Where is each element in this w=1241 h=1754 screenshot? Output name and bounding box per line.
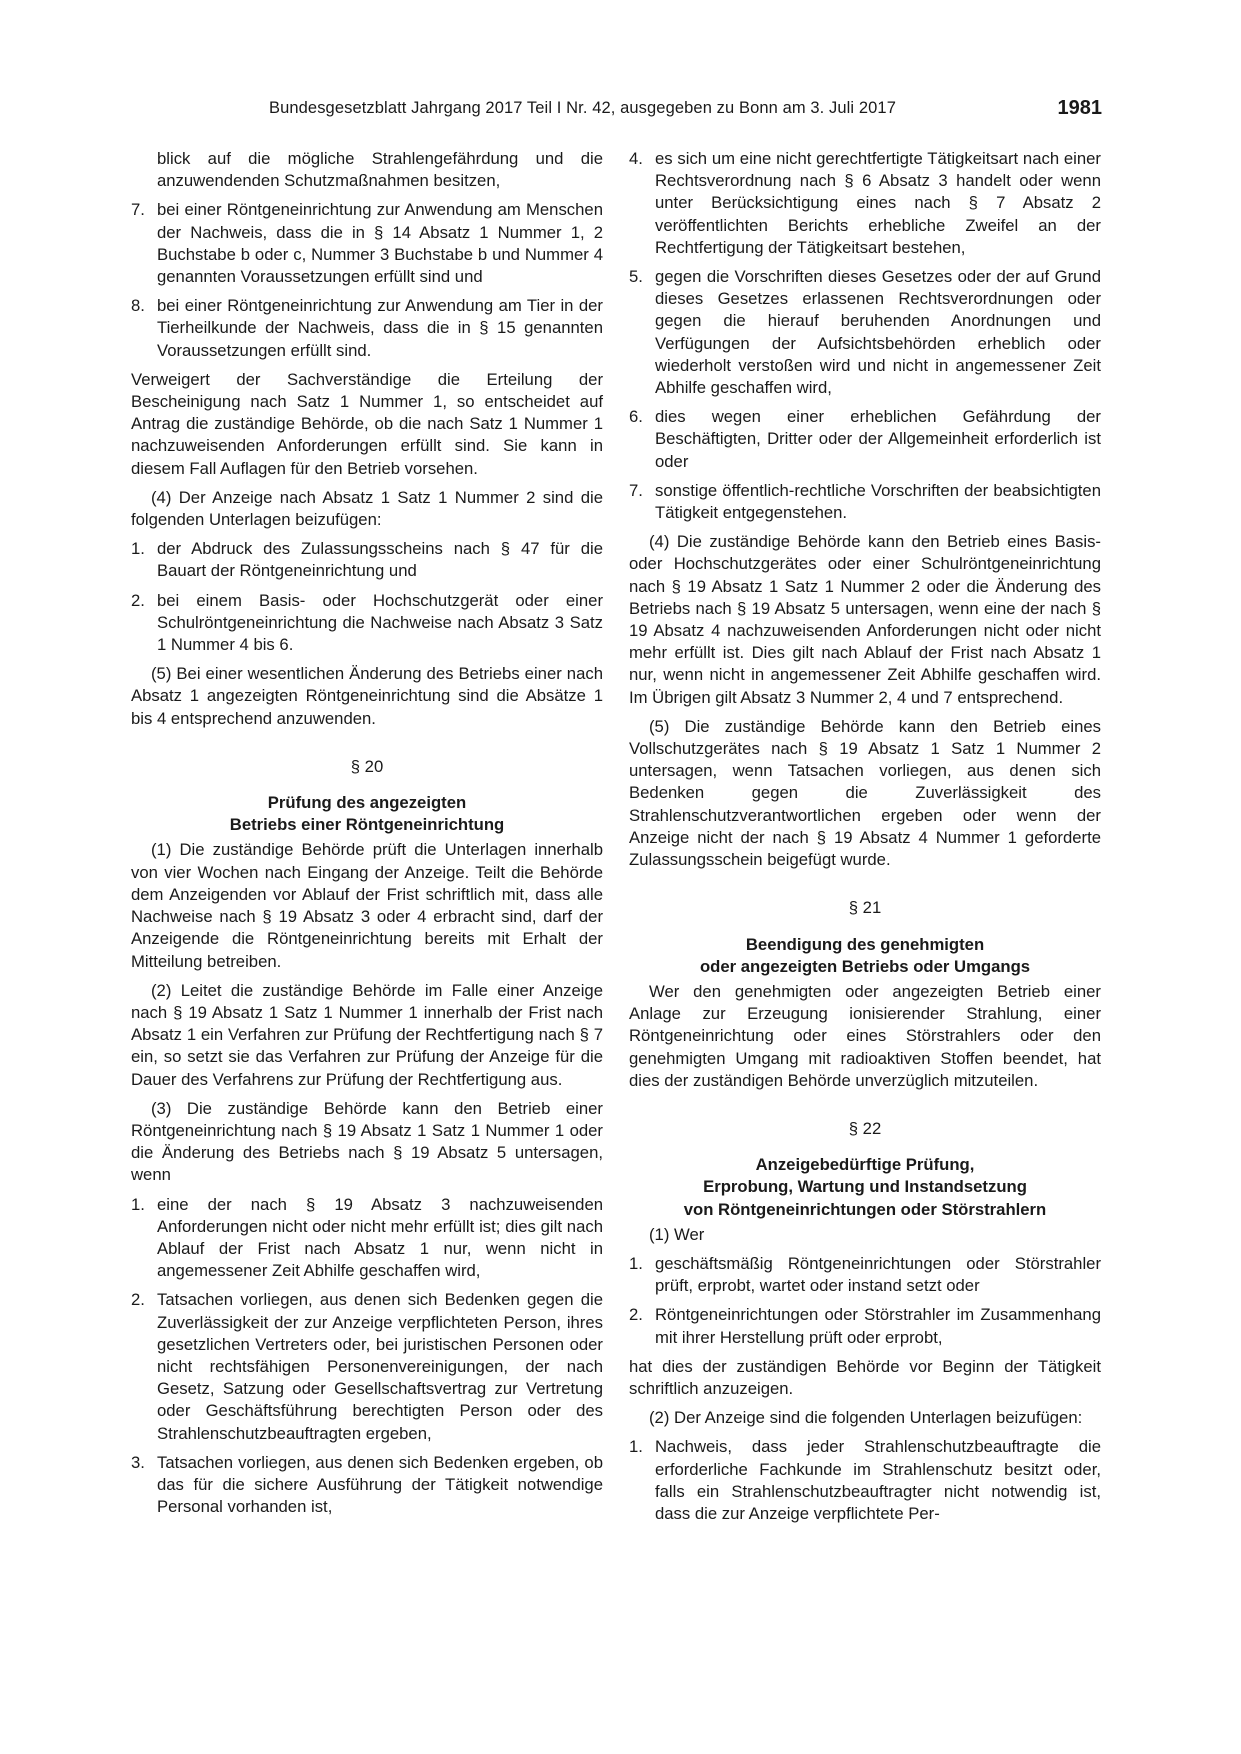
list-number: 4.	[629, 149, 643, 168]
paragraph: (2) Leitet die zuständige Behörde im Falle einer Anzeige nach § 19 Absatz 1 Satz 1 Nummer 1 innerhalb der Frist nach Absatz 1 ein Verfahren zur Prüfung der Rechtfertigung nach § 7 ein, so setzt sie das Verfahren zur Prüfung der Anzeige für die Dauer des Verfahrens zur Prüfung der Rechtfertigung aus.	[131, 980, 603, 1089]
section-title-line: Beendigung des genehmigten	[745, 934, 985, 954]
list-item	[131, 199, 603, 288]
list-text: bei einer Röntgeneinrichtung zur Anwendung am Tier in der Tierheilkunde der Nachweis, dass die in § 15 genannten Voraussetzungen erfüllt sind.	[157, 296, 603, 360]
list-item	[131, 1289, 603, 1444]
list-text: eine der nach § 19 Absatz 3 nachzuweisenden Anforderungen nicht oder nicht mehr erfüllt ist; dies gilt nach Ablauf der Frist nach Absatz 1 nur, wenn nicht in angemessener Zeit Abhilfe geschaffen wird,	[157, 1194, 603, 1281]
list-number: 1.	[629, 1437, 643, 1457]
paragraph: (1) Wer	[649, 1224, 705, 1244]
list-item	[629, 148, 1101, 259]
list-item	[629, 266, 1101, 399]
running-header: Bundesgesetzblatt Jahrgang 2017 Teil I Nr. 42, ausgegeben zu Bonn am 3. Juli 2017	[269, 99, 896, 117]
section-title	[629, 934, 1101, 978]
list-number: 2.	[629, 1305, 643, 1325]
list-number: 3.	[131, 1452, 145, 1472]
paragraph: (3) Die zuständige Behörde kann den Betrieb einer Röntgeneinrichtung nach § 19 Absatz 1 Satz 1 Nummer 1 oder die Änderung des Betriebs nach § 19 Absatz 5 untersagen, wenn	[131, 1098, 603, 1185]
section-number: § 20	[350, 756, 384, 776]
paragraph: Wer den genehmigten oder angezeigten Betrieb einer Anlage zur Erzeugung ionisierender Strahlung, einer Röntgeneinrichtung oder eines Störstrahlers oder den genehmigten Umgang mit radioaktiven Stoffen beendet, hat dies der zuständigen Behörde unverzüglich mitzuteilen.	[629, 981, 1101, 1090]
list-number: 1.	[131, 539, 145, 559]
list-number: 7.	[629, 480, 643, 500]
section-title-line: oder angezeigten Betriebs oder Umgangs	[699, 956, 1031, 976]
section-number: § 21	[848, 898, 882, 918]
page-header	[130, 99, 1102, 125]
list-number: 6.	[629, 407, 643, 427]
list-item	[131, 295, 603, 362]
list-number: 8.	[131, 296, 145, 316]
continued-paragraph: blick auf die mögliche Strahlengefährdung und die anzuwendenden Schutzmaßnahmen besitzen,	[157, 149, 603, 191]
list-item	[629, 1304, 1101, 1348]
list-number: 5.	[629, 267, 643, 287]
section-title-line: Anzeigebedürftige Prüfung,	[755, 1155, 975, 1175]
list-text: geschäftsmäßig Röntgeneinrichtungen oder Störstrahler prüft, erprobt, wartet oder instand setzt oder	[655, 1253, 1101, 1296]
paragraph: (1) Die zuständige Behörde prüft die Unterlagen innerhalb von vier Wochen nach Eingang der Anzeige. Teilt die Behörde dem Anzeigenden vor Ablauf der Frist schriftlich mit, dass alle Nachweise nach § 19 Absatz 3 oder 4 erbracht sind, darf der Anzeigende die Röntgeneinrichtung bereits mit Erhalt der Mitteilung betreiben.	[131, 840, 603, 971]
list-text: dies wegen einer erheblichen Gefährdung der Beschäftigten, Dritter oder der Allgemeinheit erforderlich ist oder	[655, 407, 1101, 471]
list-text: Nachweis, dass jeder Strahlenschutzbeauftragte die erforderliche Fachkunde im Strahlenschutz besitzt oder, falls ein Strahlenschutzbeauftragter nicht notwendig ist, dass die zur Anzeige verpflichtete Per-	[655, 1437, 1101, 1523]
list-item	[629, 1436, 1101, 1525]
section-number: § 22	[848, 1118, 882, 1138]
paragraph: Verweigert der Sachverständige die Erteilung der Bescheinigung nach Satz 1 Nummer 1, so entscheidet auf Antrag die zuständige Behörde, ob die nach Satz 1 Nummer 1 nachzuweisenden Anforderungen erfüllt sind. Sie kann in diesem Fall Auflagen für den Betrieb vorsehen.	[131, 369, 603, 478]
list-item	[131, 590, 603, 657]
list-number: 1.	[629, 1253, 643, 1273]
list-number: 2.	[131, 590, 145, 610]
paragraph: (4) Der Anzeige nach Absatz 1 Satz 1 Nummer 2 sind die folgenden Unterlagen beizufügen:	[131, 487, 603, 530]
section-title-line: Betriebs einer Röntgeneinrichtung	[229, 815, 505, 835]
list-text: Tatsachen vorliegen, aus denen sich Bedenken ergeben, ob das für die sichere Ausführung der Tätigkeit notwendige Personal vorhanden ist,	[157, 1452, 603, 1517]
paragraph: (5) Bei einer wesentlichen Änderung des Betriebs einer nach Absatz 1 angezeigten Röntgeneinrichtung sind die Absätze 1 bis 4 entsprechend anzuwenden.	[131, 664, 603, 728]
list-item	[629, 480, 1101, 524]
section-title	[629, 1154, 1101, 1221]
list-text: gegen die Vorschriften dieses Gesetzes oder der auf Grund dieses Gesetzes erlassenen Rechtsverordnungen oder gegen die hierauf beruhenden Anordnungen und Verfügungen der Aufsichtsbehörden erheblich oder wiederholt verstoßen wird und nicht in angemessener Zeit Abhilfe geschaffen wird,	[655, 267, 1101, 398]
list-text: es sich um eine nicht gerechtfertigte Tätigkeitsart nach einer Rechtsverordnung nach § 6 Absatz 3 handelt oder wenn unter Berücksichtigung eines nach § 7 Absatz 2 veröffentlichten Berichts erhebliche Zweifel an der Rechtfertigung der Tätigkeitsart bestehen,	[655, 149, 1101, 257]
list-text: Tatsachen vorliegen, aus denen sich Bedenken gegen die Zuverlässigkeit der zur Anzeige verpflichteten Person, ihres gesetzlichen Vertreters oder, bei juristischen Personen oder nicht rechtsfähigen Personenvereinigungen, der nach Gesetz, Satzung oder Gesellschaftsvertrag zur Vertretung oder Geschäftsführung berechtigten Person oder des Strahlenschutzbeauftragten ergeben,	[157, 1290, 603, 1443]
paragraph: (2) Der Anzeige sind die folgenden Unterlagen beizufügen:	[649, 1408, 1083, 1428]
list-text: sonstige öffentlich-rechtliche Vorschriften der beabsichtigten Tätigkeit entgegenstehen.	[655, 480, 1101, 523]
paragraph: (5) Die zuständige Behörde kann den Betrieb eines Vollschutzgerätes nach § 19 Absatz 1 Satz 1 Nummer 2 untersagen, wenn Tatsachen vorliegen, aus denen sich Bedenken gegen die Zuverlässigkeit des Strahlenschutzverantwortlichen ergeben oder wenn der Anzeige nicht der nach § 19 Absatz 4 Nummer 1 geforderte Zulassungsschein beigefügt wurde.	[629, 716, 1101, 870]
list-text: bei einem Basis- oder Hochschutzgerät oder einer Schulröntgeneinrichtung die Nachweise nach Absatz 3 Satz 1 Nummer 4 bis 6.	[157, 590, 603, 655]
list-text: der Abdruck des Zulassungsscheins nach § 47 für die Bauart der Röntgeneinrichtung und	[157, 539, 603, 581]
list-text: bei einer Röntgeneinrichtung zur Anwendung am Menschen der Nachweis, dass die in § 14 Absatz 1 Nummer 1, 2 Buchstabe b oder c, Nummer 3 Buchstabe b und Nummer 4 genannten Voraussetzungen erfüllt sind und	[157, 200, 603, 287]
list-item	[131, 1194, 603, 1283]
list-number: 7.	[131, 200, 145, 220]
list-item	[131, 1452, 603, 1519]
section-title-line: Prüfung des angezeigten	[267, 793, 467, 813]
section-title-line: Erprobung, Wartung und Instandsetzung	[703, 1177, 1027, 1197]
list-item	[131, 538, 603, 582]
left-column	[131, 148, 603, 1525]
list-item	[629, 406, 1101, 473]
list-number: 2.	[131, 1290, 145, 1310]
paragraph: hat dies der zuständigen Behörde vor Beginn der Tätigkeit schriftlich anzuzeigen.	[629, 1356, 1101, 1398]
list-item	[629, 1253, 1101, 1297]
page-number: 1981	[1057, 97, 1102, 119]
list-text: Röntgeneinrichtungen oder Störstrahler im Zusammenhang mit ihrer Herstellung prüft oder erprobt,	[655, 1305, 1101, 1347]
section-title-line: von Röntgeneinrichtungen oder Störstrahlern	[683, 1199, 1047, 1219]
list-number: 1.	[131, 1194, 145, 1214]
paragraph: (4) Die zuständige Behörde kann den Betrieb eines Basis- oder Hochschutzgerätes oder einer Schulröntgeneinrichtung nach § 19 Absatz 1 Satz 1 Nummer 2 oder die Änderung des Betriebs nach § 19 Absatz 5 untersagen, wenn eine der nach § 19 Absatz 4 nachzuweisenden Anforderungen nicht oder nicht mehr erfüllt ist. Dies gilt nach Ablauf der Frist nach Absatz 1 nur, wenn nicht in angemessener Zeit Abhilfe geschaffen wird. Im Übrigen gilt Absatz 3 Nummer 2, 4 und 7 entsprechend.	[629, 532, 1101, 707]
section-title	[131, 792, 603, 836]
right-column	[629, 148, 1101, 1532]
